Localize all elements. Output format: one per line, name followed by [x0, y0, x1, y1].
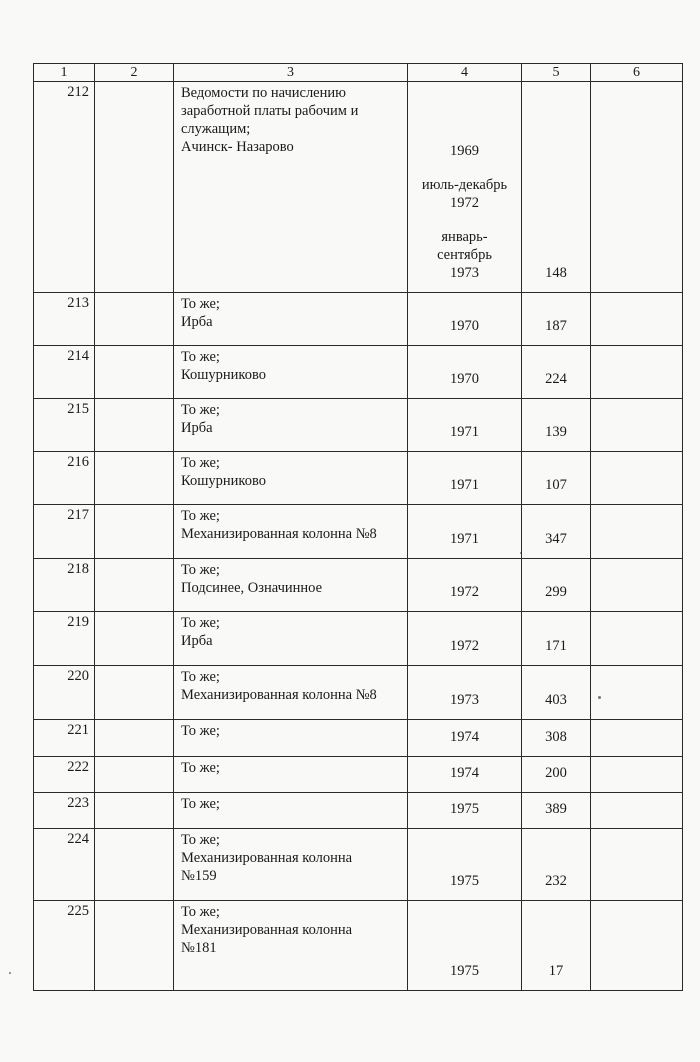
column-2-cell — [95, 720, 174, 757]
header-col-3: 3 — [174, 64, 408, 82]
item-dates — [408, 505, 522, 559]
sheet-count: 224 — [522, 346, 591, 399]
item-note — [591, 293, 683, 346]
item-dates — [408, 793, 522, 829]
column-2-cell — [95, 399, 174, 452]
item-title-line: То же; — [181, 455, 220, 471]
column-2-cell — [95, 82, 174, 293]
item-title-line: Ачинск- Назарово — [181, 139, 294, 155]
item-title-line: То же; — [181, 615, 220, 631]
item-title — [174, 346, 408, 399]
item-note — [591, 399, 683, 452]
item-note — [591, 505, 683, 559]
item-title — [174, 452, 408, 505]
column-2-cell — [95, 559, 174, 612]
column-2-cell — [95, 505, 174, 559]
item-note — [591, 82, 683, 293]
item-title-line: То же; — [181, 760, 220, 776]
item-title-line: То же; — [181, 508, 220, 524]
item-note — [591, 559, 683, 612]
date-line: 1972 — [450, 195, 479, 211]
column-2-cell — [95, 829, 174, 901]
item-number: 219 — [34, 612, 95, 666]
column-2-cell — [95, 346, 174, 399]
item-note — [591, 720, 683, 757]
date-group-spacer — [408, 160, 521, 176]
column-2-cell — [95, 612, 174, 666]
item-dates — [408, 82, 522, 293]
sheet-count: 187 — [522, 293, 591, 346]
item-note — [591, 452, 683, 505]
item-title — [174, 82, 408, 293]
column-2-cell — [95, 901, 174, 991]
date-line: 1970 — [450, 371, 479, 387]
column-2-cell — [95, 452, 174, 505]
item-title-line: №181 — [181, 940, 217, 956]
date-line: январь- — [441, 229, 488, 245]
item-title — [174, 901, 408, 991]
date-line: 1970 — [450, 318, 479, 334]
sheet-count: 200 — [522, 757, 591, 793]
item-title-line: То же; — [181, 796, 220, 812]
item-dates — [408, 452, 522, 505]
date-line: сентябрь — [437, 247, 492, 263]
item-title — [174, 829, 408, 901]
table-row — [34, 399, 683, 452]
item-note — [591, 346, 683, 399]
item-title-line: Механизированная колонна — [181, 850, 353, 866]
item-title-line: Кошурниково — [181, 473, 266, 489]
item-title-line: Ирба — [181, 314, 213, 330]
item-title — [174, 293, 408, 346]
date-group-spacer — [408, 212, 521, 228]
item-title-line: То же; — [181, 296, 220, 312]
header-col-5: 5 — [522, 64, 591, 82]
item-title-line: То же; — [181, 904, 220, 920]
item-title-line: Ведомости по начислению — [181, 85, 346, 101]
date-line: 1969 — [450, 143, 479, 159]
table-row — [34, 666, 683, 720]
item-title — [174, 559, 408, 612]
item-number: 225 — [34, 901, 95, 991]
sheet-count: 17 — [522, 901, 591, 991]
item-title-line: Кошурниково — [181, 367, 266, 383]
table-row — [34, 612, 683, 666]
date-line: 1972 — [450, 638, 479, 654]
header-col-1: 1 — [34, 64, 95, 82]
item-title-line: Механизированная колонна №8 — [181, 687, 377, 703]
date-line: 1975 — [450, 801, 479, 817]
table-row — [34, 901, 683, 991]
item-number: 215 — [34, 399, 95, 452]
item-title — [174, 612, 408, 666]
item-title-line: заработной платы рабочим и — [181, 103, 359, 119]
date-line: 1971 — [450, 531, 479, 547]
item-title-line: Ирба — [181, 633, 213, 649]
header-col-2: 2 — [95, 64, 174, 82]
item-dates — [408, 559, 522, 612]
date-line: 1973 — [450, 265, 479, 281]
sheet-count: 139 — [522, 399, 591, 452]
item-title-line: То же; — [181, 669, 220, 685]
item-title-line: То же; — [181, 349, 220, 365]
date-line: 1974 — [450, 729, 479, 745]
sheet-count: 389 — [522, 793, 591, 829]
item-number: 221 — [34, 720, 95, 757]
item-title-line: служащим; — [181, 121, 251, 137]
item-dates — [408, 829, 522, 901]
item-title — [174, 666, 408, 720]
sheet-count: 148 — [522, 82, 591, 293]
date-line: 1973 — [450, 692, 479, 708]
column-2-cell — [95, 666, 174, 720]
table-row — [34, 505, 683, 559]
item-number: 217 — [34, 505, 95, 559]
item-note — [591, 829, 683, 901]
item-title-line: Механизированная колонна №8 — [181, 526, 377, 542]
sheet-count: 299 — [522, 559, 591, 612]
item-title-line: То же; — [181, 832, 220, 848]
table-row — [34, 452, 683, 505]
header-col-6: 6 — [591, 64, 683, 82]
item-title-line: Ирба — [181, 420, 213, 436]
item-note — [591, 666, 683, 720]
item-title-line: То же; — [181, 562, 220, 578]
sheet-count: 232 — [522, 829, 591, 901]
item-dates — [408, 720, 522, 757]
date-line: 1974 — [450, 765, 479, 781]
table-row — [34, 82, 683, 293]
item-note — [591, 612, 683, 666]
table-row — [34, 293, 683, 346]
item-number: 223 — [34, 793, 95, 829]
table-row — [34, 793, 683, 829]
scan-speck — [9, 972, 11, 974]
item-title-line: То же; — [181, 402, 220, 418]
item-title — [174, 399, 408, 452]
table-row — [34, 346, 683, 399]
item-number: 216 — [34, 452, 95, 505]
item-number: 222 — [34, 757, 95, 793]
item-dates — [408, 399, 522, 452]
item-title-line: Механизированная колонна — [181, 922, 353, 938]
item-dates — [408, 757, 522, 793]
item-dates — [408, 901, 522, 991]
table-row — [34, 757, 683, 793]
sheet-count: 308 — [522, 720, 591, 757]
item-title — [174, 505, 408, 559]
table-row — [34, 559, 683, 612]
item-number: 224 — [34, 829, 95, 901]
item-number: 218 — [34, 559, 95, 612]
item-number: 212 — [34, 82, 95, 293]
item-title — [174, 793, 408, 829]
item-title-line: №159 — [181, 868, 217, 884]
item-dates — [408, 293, 522, 346]
sheet-count: 403 — [522, 666, 591, 720]
item-title-line: То же; — [181, 723, 220, 739]
sheet-count: 171 — [522, 612, 591, 666]
date-line: 1975 — [450, 963, 479, 979]
item-dates — [408, 666, 522, 720]
table-row — [34, 829, 683, 901]
column-2-cell — [95, 757, 174, 793]
header-col-4: 4 — [408, 64, 522, 82]
date-line: 1972 — [450, 584, 479, 600]
item-number: 214 — [34, 346, 95, 399]
header-row — [34, 64, 683, 82]
inventory-table — [33, 63, 683, 991]
column-2-cell — [95, 793, 174, 829]
item-note — [591, 901, 683, 991]
date-line: 1975 — [450, 873, 479, 889]
table-row — [34, 720, 683, 757]
item-dates — [408, 346, 522, 399]
column-2-cell — [95, 293, 174, 346]
item-note — [591, 757, 683, 793]
sheet-count: 107 — [522, 452, 591, 505]
item-number: 213 — [34, 293, 95, 346]
date-line: 1971 — [450, 424, 479, 440]
item-number: 220 — [34, 666, 95, 720]
item-title-line: Подсинее, Означинное — [181, 580, 323, 596]
item-dates — [408, 612, 522, 666]
item-title — [174, 757, 408, 793]
date-line: июль-декабрь — [421, 177, 508, 193]
item-title — [174, 720, 408, 757]
table-body — [34, 82, 683, 991]
item-note — [591, 793, 683, 829]
sheet-count: 347 — [522, 505, 591, 559]
date-line: 1971 — [450, 477, 479, 493]
